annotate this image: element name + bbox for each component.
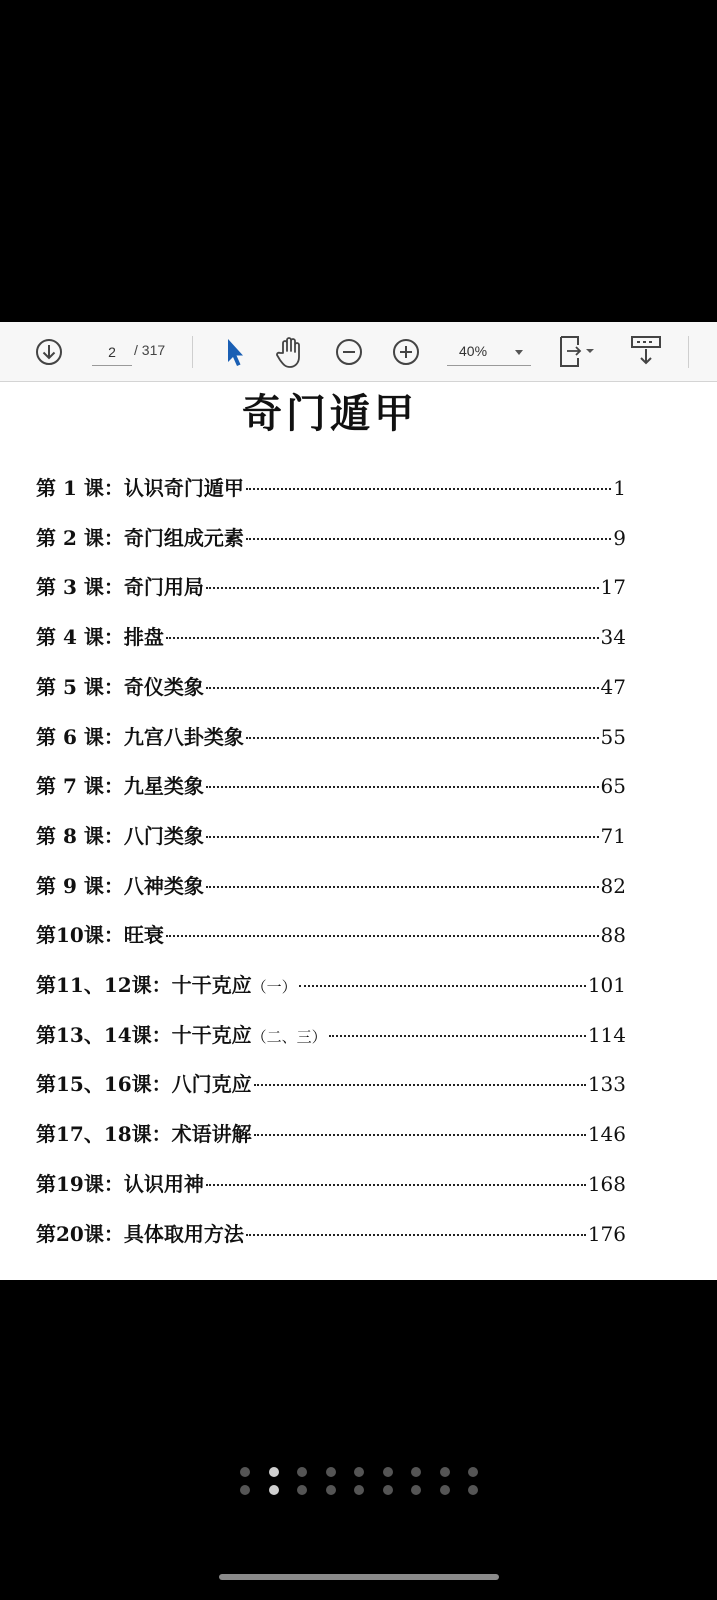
toc-entry[interactable] (36, 671, 626, 701)
toc-entry[interactable] (36, 522, 626, 552)
toc-entry-title: 第19课：认识用神 (36, 1171, 204, 1196)
toc-entry-page: 17 (600, 575, 626, 600)
download-icon[interactable] (630, 335, 662, 367)
toc-entry-page: 88 (600, 923, 626, 948)
toc-entry-title: 第 7 课：九星类象 (36, 774, 204, 799)
toc-dot-leader (166, 637, 599, 639)
toc-entry-page: 133 (587, 1072, 626, 1097)
pager-dot[interactable] (297, 1467, 307, 1477)
toc-entry[interactable] (36, 919, 626, 949)
zoom-in-icon[interactable] (391, 337, 421, 367)
toc-entry-title: 第15、16课：八门克应 (36, 1072, 252, 1097)
zoom-out-icon[interactable] (334, 337, 364, 367)
toc-entry-title: 第10课：旺衰 (36, 923, 164, 948)
toc-entry[interactable] (36, 1068, 626, 1098)
toc-entry-page: 114 (587, 1022, 626, 1047)
toc-entry-page: 82 (600, 873, 626, 898)
toc-dot-leader (166, 935, 599, 937)
page-number-input[interactable] (92, 339, 132, 366)
toc-dot-leader (246, 737, 599, 739)
select-arrow-icon[interactable] (224, 336, 248, 368)
toc-entry-title: 第 8 课：八门类象 (36, 823, 204, 848)
pager-dot[interactable] (468, 1485, 478, 1495)
toc-entry[interactable] (36, 770, 626, 800)
toc-dot-leader (246, 538, 611, 540)
toc-entry-title: 第13、14课：十干克应 (36, 1022, 252, 1047)
toc-dot-leader (246, 1234, 586, 1236)
toc-entry[interactable] (36, 820, 626, 850)
pager-dot[interactable] (269, 1467, 279, 1477)
toc-dot-leader (206, 836, 599, 838)
pager-dot[interactable] (440, 1485, 450, 1495)
toc-dot-leader (206, 1184, 586, 1186)
toc-entry-page: 55 (600, 724, 626, 749)
toc-dot-leader (206, 687, 599, 689)
pager-dot[interactable] (354, 1467, 364, 1477)
toc-entry[interactable] (36, 969, 626, 999)
toc-entry-title: 第 2 课：奇门组成元素 (36, 525, 244, 550)
toc-entry-title: 第 5 课：奇仪类象 (36, 674, 204, 699)
toc-entry[interactable] (36, 721, 626, 751)
toc-entry-title: 第 9 课：八神类象 (36, 873, 204, 898)
toc-entry-page: 9 (613, 525, 626, 550)
toc-entry-page: 168 (587, 1171, 626, 1196)
pager-dot[interactable] (354, 1485, 364, 1495)
toc-entry-title: 第 1 课：认识奇门遁甲 (36, 476, 244, 500)
toolbar-divider (688, 336, 689, 368)
toc-entry-page: 101 (587, 973, 626, 997)
total-pages: / 317 (134, 342, 166, 358)
toc-dot-leader (254, 1134, 586, 1136)
toc-entry[interactable] (36, 1168, 626, 1198)
pager-dot[interactable] (440, 1467, 450, 1477)
toc-entry-subtitle: （一） (251, 978, 297, 996)
toc-entry[interactable] (36, 621, 626, 651)
toc-entry[interactable] (36, 1118, 626, 1148)
pager-dot[interactable] (411, 1467, 421, 1477)
toc-entry-page: 47 (600, 674, 626, 699)
document-title: 奇门遁甲 (242, 390, 418, 437)
toc-dot-leader (246, 488, 611, 490)
pager-dot[interactable] (326, 1485, 336, 1495)
pager-dot[interactable] (383, 1467, 393, 1477)
document-page (0, 382, 717, 1280)
pager-dot[interactable] (297, 1485, 307, 1495)
home-indicator[interactable] (219, 1574, 499, 1580)
toc-entry[interactable] (36, 1019, 626, 1049)
toc-entry-title: 第11、12课：十干克应 (36, 973, 252, 997)
chevron-down-icon (515, 350, 523, 355)
toc-dot-leader (206, 587, 599, 589)
page-down-icon[interactable] (34, 337, 64, 367)
toc-entry-page: 71 (600, 823, 626, 848)
pager-dot[interactable] (240, 1485, 250, 1495)
toc-entry-page: 65 (600, 774, 626, 799)
toolbar-divider (192, 336, 193, 368)
toc-dot-leader (206, 886, 599, 888)
toc-dot-leader (206, 786, 599, 788)
toc-entry-page: 34 (600, 625, 626, 650)
toc-dot-leader (299, 985, 586, 987)
zoom-select[interactable] (447, 339, 531, 366)
toc-dot-leader (329, 1035, 586, 1037)
toc-entry-title: 第 6 课：九宫八卦类象 (36, 724, 244, 749)
toc-entry-page: 1 (613, 476, 626, 500)
pager-dot[interactable] (383, 1485, 393, 1495)
pager-dot[interactable] (269, 1485, 279, 1495)
toc-entry[interactable] (36, 571, 626, 601)
toc-entry-subtitle: （二、三） (251, 1027, 327, 1046)
pager-dot[interactable] (326, 1467, 336, 1477)
pager-dot[interactable] (468, 1467, 478, 1477)
pdf-toolbar (0, 322, 717, 382)
toc-entry-title: 第17、18课：术语讲解 (36, 1122, 252, 1147)
zoom-value: 40% (459, 343, 488, 359)
toc-entry-title: 第 3 课：奇门用局 (36, 575, 204, 600)
toc-entry-page: 146 (587, 1122, 626, 1147)
hand-icon[interactable] (274, 335, 306, 369)
toc-entry[interactable] (36, 870, 626, 900)
toc-entry-title: 第20课：具体取用方法 (36, 1221, 244, 1246)
pager-dot[interactable] (240, 1467, 250, 1477)
toc-entry[interactable] (36, 472, 626, 502)
toc-entry-page: 176 (587, 1221, 626, 1246)
toc-dot-leader (254, 1084, 586, 1086)
pager-dot[interactable] (411, 1485, 421, 1495)
toc-entry-title: 第 4 课：排盘 (36, 625, 164, 650)
fit-page-icon[interactable] (558, 335, 598, 369)
toc-entry[interactable] (36, 1218, 626, 1248)
